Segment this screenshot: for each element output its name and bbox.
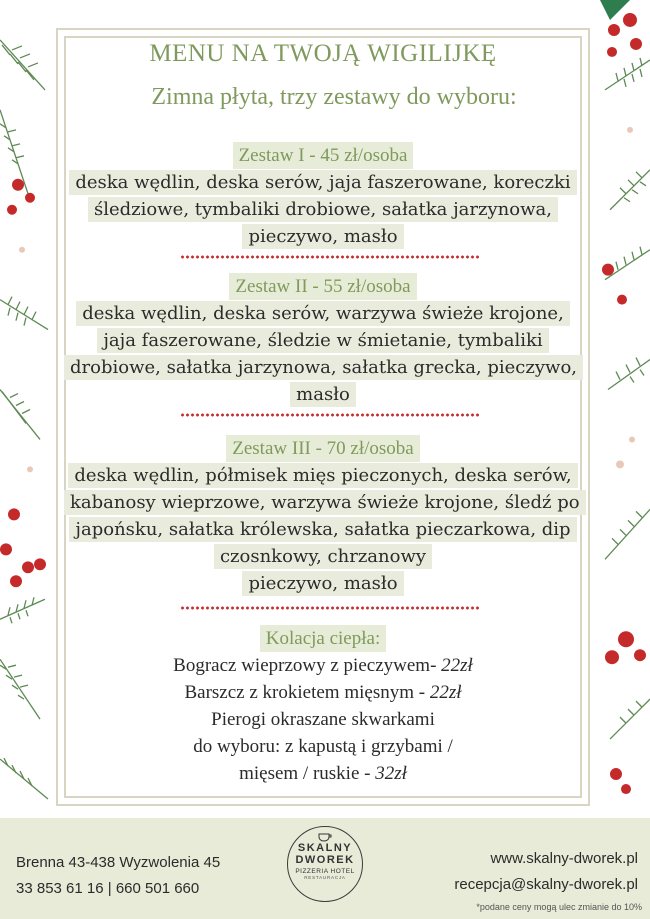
logo-line-3: PIZZERIA HOTEL: [295, 868, 355, 875]
footer-email-link[interactable]: recepcja@skalny-dworek.pl: [454, 876, 638, 893]
logo-line-2: DWOREK: [295, 854, 355, 866]
hot-item-1-price: 22zł: [441, 655, 473, 676]
set-2-line-1: deska wędlin, deska serów, warzywa świeże krojone,: [76, 301, 570, 326]
set-3-line-4: czosnkowy, chrzanowy: [214, 544, 432, 569]
logo-emblem-icon: [318, 833, 332, 842]
hot-item-1: Bogracz wieprzowy z pieczywem- 22zł: [167, 653, 479, 678]
menu-title: MENU NA TWOJĄ WIGILIJKĘ: [149, 40, 497, 67]
menu-subtitle: Zimna płyta, trzy zestawy do wyboru:: [151, 84, 517, 110]
logo-line-4: RESTAURACJA: [304, 875, 346, 880]
set-1-line-3: pieczywo, masło: [242, 224, 403, 249]
hot-item-2-price: 22zł: [429, 682, 462, 703]
hot-supper: [64, 625, 582, 787]
footer: [0, 818, 650, 919]
set-1-line-2: śledziowe, tymbaliki drobiowe, sałatka jarzynowa,: [88, 197, 558, 222]
footer-address-block: [16, 850, 220, 902]
hot-item-4: do wyboru: z kapustą i grzybami /: [187, 734, 459, 759]
hot-item-5: mięsem / ruskie - 32zł: [233, 761, 413, 786]
hot-item-2: Barszcz z krokietem mięsnym - 22zł: [178, 680, 467, 705]
set-3-line-1: deska wędlin, półmisek mięs pieczonych, deska serów,: [68, 463, 577, 488]
hot-heading: Kolacja ciepła:: [260, 625, 386, 652]
set-2: [64, 273, 582, 408]
logo-line-1: SKALNY: [297, 842, 353, 854]
set-2-line-2: jaja faszerowane, śledzie w śmietanie, tymbaliki: [97, 328, 548, 353]
set-3: [64, 435, 582, 597]
price-change-note: *podane ceny mogą ulec zmianie do 10%: [476, 902, 642, 912]
dotted-divider: [180, 606, 480, 610]
set-3-heading: Zestaw III - 70 zł/osoba: [226, 435, 420, 462]
footer-address: Brenna 43-438 Wyzwolenia 45: [16, 854, 221, 871]
set-2-heading: Zestaw II - 55 zł/osoba: [229, 273, 416, 300]
set-3-line-3: japońsku, sałatka królewska, sałatka pieczarkowa, dip: [69, 517, 576, 542]
set-1-heading: Zestaw I - 45 zł/osoba: [233, 142, 414, 169]
skalny-dworek-logo: [287, 826, 363, 902]
set-2-line-3: drobiowe, sałatka jarzynowa, sałatka grecka, pieczywo,: [64, 355, 583, 380]
footer-contact-block: [454, 846, 638, 898]
set-1: [64, 142, 582, 250]
set-1-line-1: deska wędlin, deska serów, jaja faszerowane, koreczki: [69, 170, 576, 195]
dotted-divider: [180, 413, 480, 417]
hot-item-5-price: 32zł: [375, 763, 407, 784]
set-2-line-4: masło: [290, 382, 356, 407]
footer-website-link[interactable]: www.skalny-dworek.pl: [490, 850, 638, 867]
left-pine-decoration: [0, 0, 50, 819]
dotted-divider: [180, 255, 480, 259]
set-3-line-2: kabanosy wieprzowe, warzywa świeże krojone, śledź po: [64, 490, 586, 515]
set-3-line-5: pieczywo, masło: [242, 571, 403, 596]
hot-item-3: Pierogi okraszane skwarkami: [205, 707, 441, 732]
right-pine-decoration: [600, 0, 650, 819]
footer-phones[interactable]: 33 853 61 16 | 660 501 660: [16, 880, 200, 897]
